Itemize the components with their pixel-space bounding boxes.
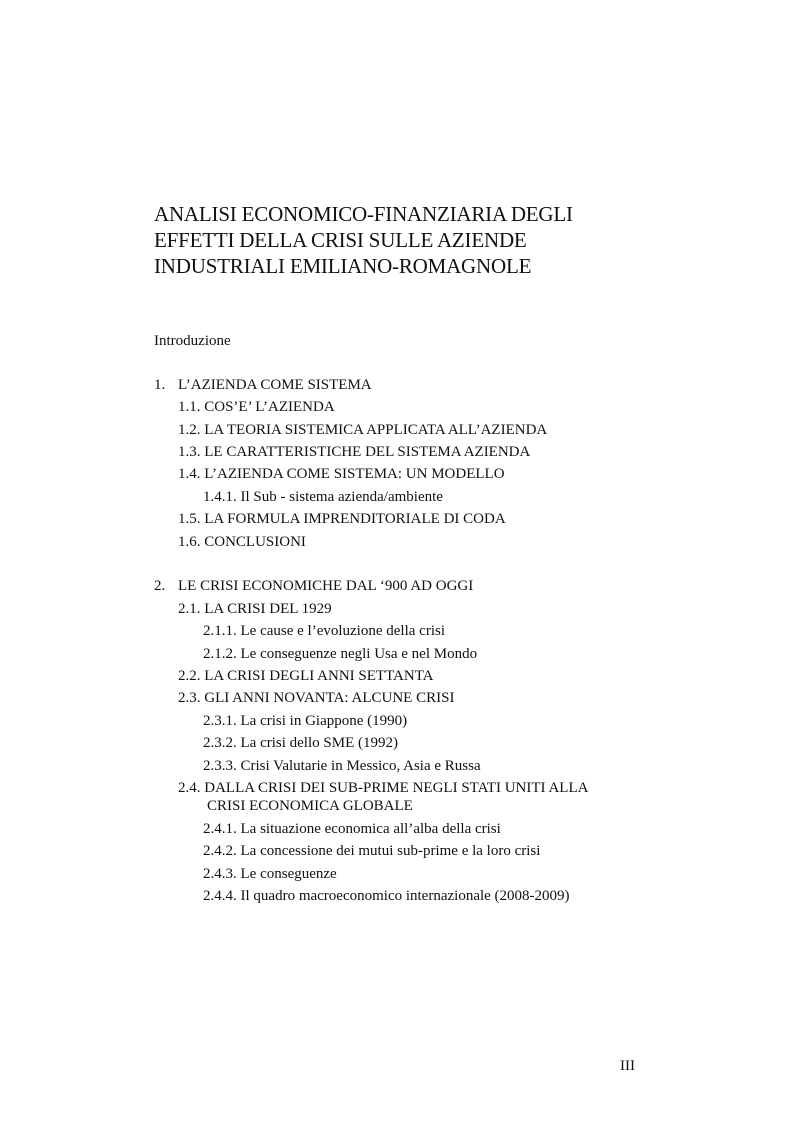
toc-entry: 1.4.1. Il Sub - sistema azienda/ambiente: [203, 489, 443, 505]
toc-entry: 2.3.2. La crisi dello SME (1992): [203, 735, 398, 751]
toc-entry: 1.3. LE CARATTERISTICHE DEL SISTEMA AZIENDA: [178, 444, 531, 460]
toc-entry: 2.3.1. La crisi in Giappone (1990): [203, 713, 408, 729]
toc-entry: 2.2. LA CRISI DEGLI ANNI SETTANTA: [178, 668, 434, 684]
title-line: INDUSTRIALI EMILIANO-ROMAGNOLE: [154, 254, 532, 278]
toc-entry-continuation: CRISI ECONOMICA GLOBALE: [207, 798, 413, 814]
toc-entry: 2.1. LA CRISI DEL 1929: [178, 601, 332, 617]
toc-chapter-2: [154, 576, 473, 596]
toc-entry: 2.4. DALLA CRISI DEI SUB-PRIME NEGLI STATI UNITI ALLA: [178, 780, 589, 796]
toc-entry: 1.2. LA TEORIA SISTEMICA APPLICATA ALL’AZIENDA: [178, 422, 548, 438]
introduction-entry: Introduzione: [154, 333, 231, 349]
title-line: EFFETTI DELLA CRISI SULLE AZIENDE: [154, 228, 527, 252]
chapter-number: 2.: [154, 578, 166, 594]
chapter-title: L’AZIENDA COME SISTEMA: [178, 377, 372, 393]
chapter-title: LE CRISI ECONOMICHE DAL ‘900 AD OGGI: [178, 578, 474, 594]
toc-entry: 2.4.1. La situazione economica all’alba della crisi: [203, 821, 501, 837]
toc-entry: 2.1.2. Le conseguenze negli Usa e nel Mondo: [203, 646, 478, 662]
chapter-number: 1.: [154, 377, 166, 393]
toc-entry: 1.1. COS’E’ L’AZIENDA: [178, 399, 335, 415]
toc-entry: 2.3.3. Crisi Valutarie in Messico, Asia e Russa: [203, 758, 481, 774]
toc-entry: 1.6. CONCLUSIONI: [178, 534, 306, 550]
toc-entry: 1.4. L’AZIENDA COME SISTEMA: UN MODELLO: [178, 466, 505, 482]
toc-entry: 1.5. LA FORMULA IMPRENDITORIALE DI CODA: [178, 511, 506, 527]
toc-entry: 2.4.2. La concessione dei mutui sub-prime e la loro crisi: [203, 843, 541, 859]
document-title: [154, 201, 674, 279]
title-line: ANALISI ECONOMICO-FINANZIARIA DEGLI: [154, 202, 573, 226]
toc-entry: 2.1.1. Le cause e l’evoluzione della crisi: [203, 623, 445, 639]
toc-entry: 2.3. GLI ANNI NOVANTA: ALCUNE CRISI: [178, 690, 455, 706]
page-number: III: [620, 1058, 635, 1074]
toc-chapter-1: [154, 375, 372, 395]
toc-entry: 2.4.4. Il quadro macroeconomico internazionale (2008-2009): [203, 888, 570, 904]
toc-entry: 2.4.3. Le conseguenze: [203, 866, 337, 882]
